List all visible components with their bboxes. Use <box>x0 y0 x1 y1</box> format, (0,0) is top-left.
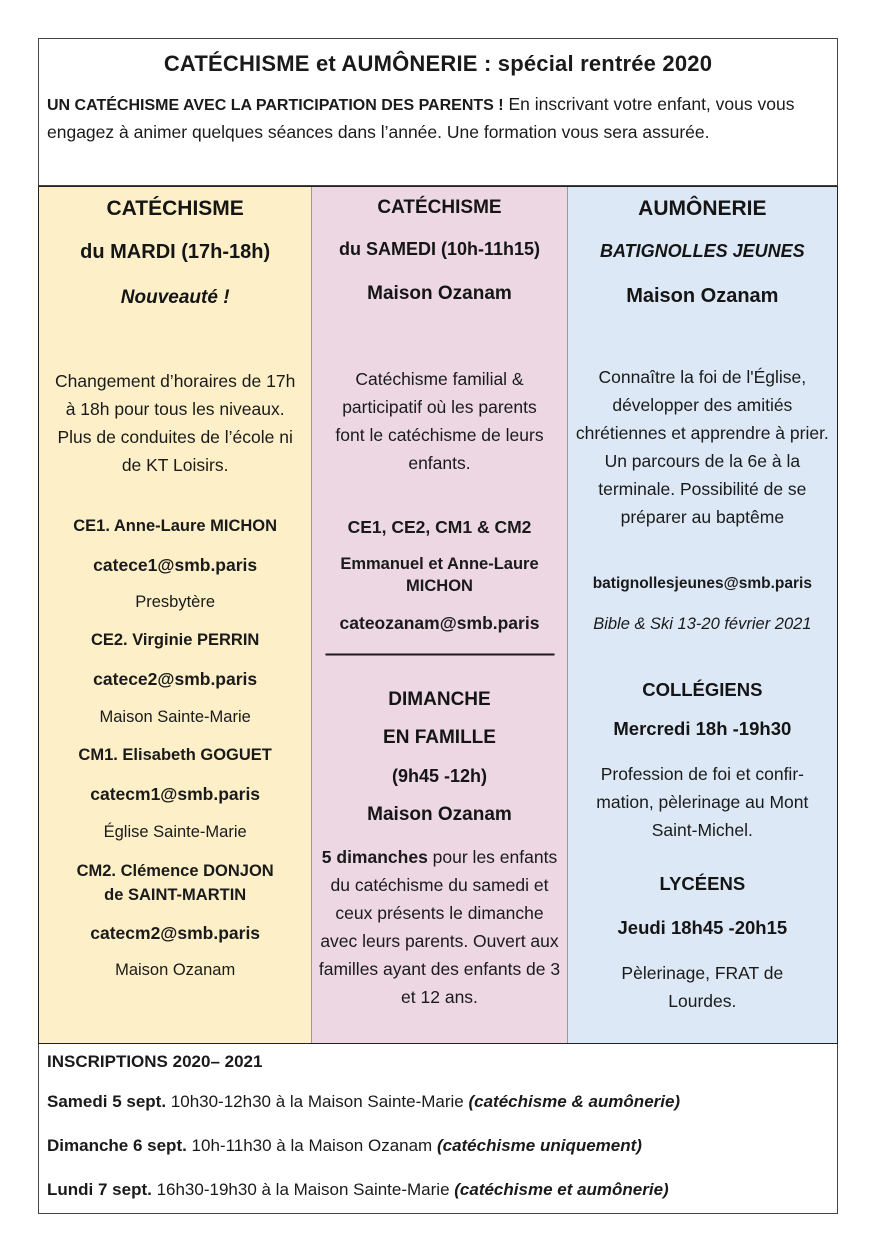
col3-description: Connaître la foi de l'Église, développer des amitiés chrétiennes et apprendre à prier. Un parcours de la 6e à la terminale. Possibilité de se préparer au baptême <box>575 367 829 527</box>
header-box <box>38 38 838 186</box>
col3-lyceens-heading: LYCÉENS <box>659 873 746 894</box>
col1-description: Changement d’horaires de 17h à 18h pour tous les niveaux. Plus de conduites de l’école ni de KT Loisirs. <box>55 371 296 475</box>
col3-event: Bible & Ski 13-20 février 2021 <box>593 615 812 633</box>
col1-contact-4-email: catecm2@smb.paris <box>90 923 261 943</box>
col3-place: Maison Ozanam <box>626 285 779 307</box>
inscription-2-note: (catéchisme uniquement) <box>436 1136 642 1155</box>
col2-sunday-time: (9h45 -12h) <box>391 766 487 786</box>
col3-collegiens-time: Mercredi 18h -19h30 <box>613 718 792 739</box>
col1-contact-4-level: CM2. Clémence DONJON de SAINT-MARTIN <box>76 862 274 904</box>
col1-heading: CATÉCHISME <box>106 197 244 220</box>
column-mardi <box>39 187 312 1043</box>
col1-new: Nouveauté ! <box>120 287 230 308</box>
inscription-3-day: Lundi 7 sept. <box>47 1180 152 1199</box>
inscriptions-box <box>38 1044 838 1214</box>
inscription-1-note: (catéchisme & aumônerie) <box>468 1092 681 1111</box>
inscription-2-text: 10h-11h30 à la Maison Ozanam <box>186 1136 437 1155</box>
col1-contact-2-level: CE2. Virginie PERRIN <box>90 631 260 649</box>
inscription-3-note: (catéchisme et aumônerie) <box>454 1180 669 1199</box>
inscription-line-1 <box>47 1092 829 1136</box>
col1-contact-1-level: CE1. Anne-Laure MICHON <box>73 517 278 535</box>
intro-paragraph <box>47 91 829 146</box>
col1-contact-3-place: Église Sainte-Marie <box>103 823 247 841</box>
col1-contact-3-level: CM1. Elisabeth GOGUET <box>78 746 272 764</box>
col2-separator: ———————————— <box>325 643 554 665</box>
inscription-line-3 <box>47 1180 829 1224</box>
col1-contact-4-place: Maison Ozanam <box>115 961 236 979</box>
col1-contact-2-place: Maison Sainte-Marie <box>99 708 251 726</box>
col2-place: Maison Ozanam <box>367 283 512 304</box>
col2-sunday-place: Maison Ozanam <box>367 804 512 825</box>
col2-levels: CE1, CE2, CM1 & CM2 <box>347 517 532 537</box>
col1-contact-1-place: Presbytère <box>135 593 216 611</box>
inscriptions-title: INSCRIPTIONS 2020– 2021 <box>47 1052 263 1071</box>
col1-contact-2-email: catece2@smb.paris <box>93 669 258 689</box>
col2-email: cateozanam@smb.paris <box>339 613 540 633</box>
col2-sunday-text: pour les enfants du catéchisme du samedi et ceux présents le dimanche avec leurs parents. Ouvert aux familles ayant des enfants de 3 et 12 ans. <box>318 847 561 1007</box>
column-samedi <box>312 187 567 1043</box>
page-title: CATÉCHISME et AUMÔNERIE : spécial rentrée 2020 <box>163 51 713 76</box>
col2-sunday-bold: 5 dimanches <box>321 847 428 867</box>
col3-lyceens-time: Jeudi 18h45 -20h15 <box>617 917 788 938</box>
col2-description: Catéchisme familial & participatif où les parents font le catéchisme de leurs enfants. <box>335 369 544 473</box>
col3-collegiens-description: Profession de foi et confir-mation, pèlerinage au Mont Saint-Michel. <box>596 764 809 840</box>
col2-heading: CATÉCHISME <box>377 197 502 218</box>
flyer <box>38 38 838 1214</box>
col1-contact-3-email: catecm1@smb.paris <box>90 784 261 804</box>
inscription-2-day: Dimanche 6 sept. <box>47 1136 187 1155</box>
col3-email: batignollesjeunes@smb.paris <box>592 575 812 592</box>
inscription-line-2 <box>47 1136 829 1180</box>
inscription-1-text: 10h30-12h30 à la Maison Sainte-Marie <box>166 1092 469 1111</box>
column-aumonerie <box>568 187 837 1043</box>
col2-sunday-subheading: EN FAMILLE <box>383 727 496 748</box>
col1-contact-1-email: catece1@smb.paris <box>93 555 258 575</box>
col2-names: Emmanuel et Anne-Laure MICHON <box>340 555 539 595</box>
intro-bold: UN CATÉCHISME AVEC LA PARTICIPATION DES PARENTS ! <box>47 97 504 114</box>
inscription-3-text: 16h30-19h30 à la Maison Sainte-Marie <box>151 1180 455 1199</box>
col3-lyceens-description: Pèlerinage, FRAT de Lourdes. <box>621 963 784 1011</box>
columns <box>38 186 838 1044</box>
col2-schedule: du SAMEDI (10h-11h15) <box>338 239 541 259</box>
col3-group-name: BATIGNOLLES JEUNES <box>599 241 805 261</box>
col3-collegiens-heading: COLLÉGIENS <box>642 679 763 700</box>
col2-sunday-description <box>312 843 566 1011</box>
inscription-1-day: Samedi 5 sept. <box>47 1092 167 1111</box>
col2-sunday-heading: DIMANCHE <box>388 689 491 710</box>
intro-text: En inscrivant votre enfant, vous vous engagez à animer quelques séances dans l’année. Une formation vous sera assurée. <box>47 94 795 142</box>
col3-heading: AUMÔNERIE <box>638 197 767 220</box>
col1-schedule: du MARDI (17h-18h) <box>80 241 271 263</box>
